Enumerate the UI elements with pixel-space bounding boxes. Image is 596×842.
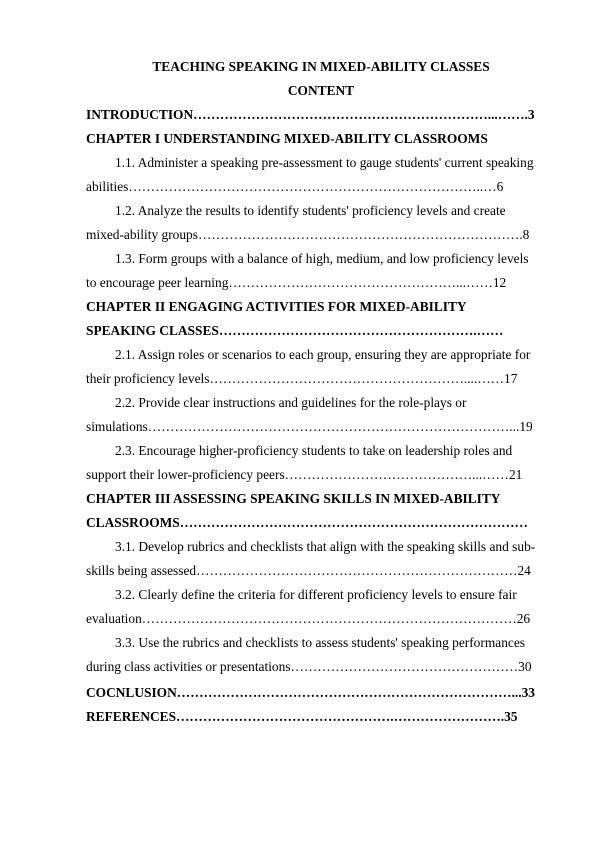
toc-chapter-3-line2: CLASSROOMS……………………………………………………………………	[86, 515, 528, 530]
toc-item-2-2-line1: 2.2. Provide clear instructions and guidelines for the role-plays or	[115, 395, 467, 410]
toc-item-1-1-line2: abilities……………………………………………………………………..…6	[86, 179, 504, 194]
toc-item-1-1-line1: 1.1. Administer a speaking pre-assessment to gauge students' current speaking	[115, 155, 534, 170]
toc-item-1-2-line2: mixed-ability groups……………………………………………………………….8	[86, 227, 530, 242]
toc-item-1-2-line1: 1.2. Analyze the results to identify students' proficiency levels and create	[115, 203, 506, 218]
toc-chapter-3-line1: CHAPTER III ASSESSING SPEAKING SKILLS IN MIXED-ABILITY	[86, 491, 501, 506]
toc-item-2-1-line2: their proficiency levels…………………………………………………....……17	[86, 371, 518, 386]
toc-item-3-1-line1: 3.1. Develop rubrics and checklists that align with the speaking skills and sub-	[115, 539, 536, 554]
toc-item-1-3-line1: 1.3. Form groups with a balance of high, medium, and low proficiency levels	[115, 251, 529, 266]
toc-item-2-2-line2: simulations………………………………………………………………………...19	[86, 419, 533, 434]
contents-heading: CONTENT	[287, 83, 355, 98]
toc-introduction: INTRODUCTION…………………………………………………………...…….3	[86, 107, 535, 122]
toc-item-2-3-line2: support their lower-proficiency peers……………………………………...……21	[86, 467, 523, 482]
toc-item-1-3-line2: to encourage peer learning……………………………………………...……12	[86, 275, 507, 290]
toc-chapter-2-line1: CHAPTER II ENGAGING ACTIVITIES FOR MIXED-ABILITY	[86, 299, 467, 314]
toc-chapter-1: CHAPTER I UNDERSTANDING MIXED-ABILITY CLASSROOMS	[86, 131, 488, 146]
toc-references: REFERENCES………………………………………….…………………….35	[86, 709, 518, 724]
toc-conclusion: COCNLUSION…………………………………………………………………...33	[86, 685, 535, 700]
toc-item-3-2-line2: evaluation…………………………………………………………………………26	[86, 611, 531, 626]
toc-item-3-3-line2: during class activities or presentations……………………………………………30	[86, 659, 532, 674]
toc-item-3-2-line1: 3.2. Clearly define the criteria for different proficiency levels to ensure fair	[115, 587, 517, 602]
toc-item-2-1-line1: 2.1. Assign roles or scenarios to each group, ensuring they are appropriate for	[115, 347, 531, 362]
document-title: TEACHING SPEAKING IN MIXED-ABILITY CLASSES	[152, 59, 490, 74]
toc-item-3-1-line2: skills being assessed………………………………………………………………24	[86, 563, 531, 578]
toc-chapter-2-line2: SPEAKING CLASSES………………………………………………….……	[86, 323, 504, 338]
toc-item-2-3-line1: 2.3. Encourage higher-proficiency students to take on leadership roles and	[115, 443, 513, 458]
toc-item-3-3-line1: 3.3. Use the rubrics and checklists to assess students' speaking performances	[115, 635, 525, 650]
